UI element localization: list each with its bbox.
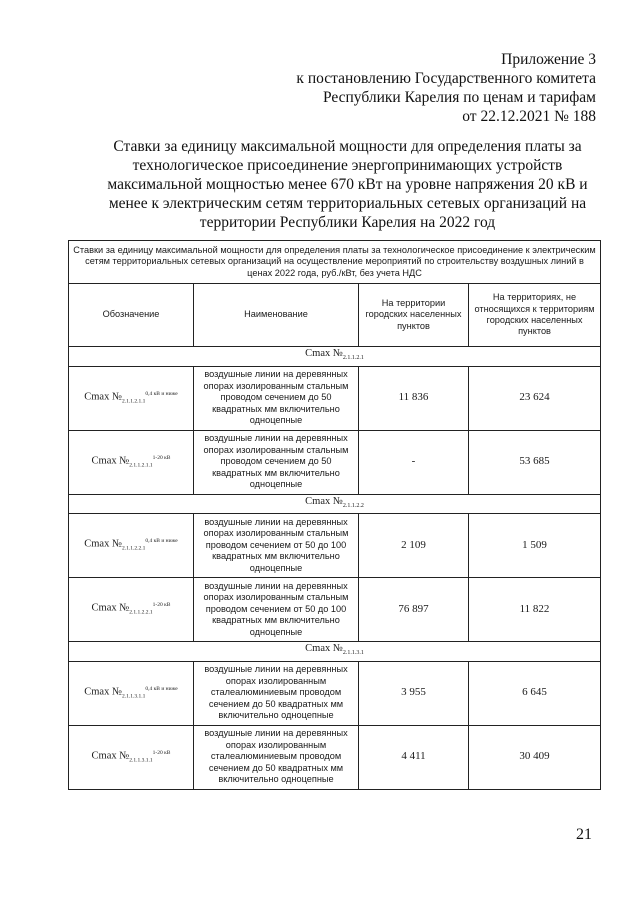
rural-rate-cell: 23 624 <box>469 366 601 430</box>
name-cell: воздушные линии на деревянных опорах изолированным сталеалюминиевым проводом сечением до 50 квадратных мм включительно одноцепные <box>194 661 359 725</box>
designation-cell <box>69 430 194 494</box>
designation-main: Cmax № <box>84 686 122 697</box>
document-title: Ставки за единицу максимальной мощности для определения платы за технологическое присоединение энергопринимающих устройств максимальной мощностью менее 670 кВт на уровне напряжения 20 кВ и менее к электрическим сетям территориальных сетевых организаций на территории Республики Карелия на 2022 год <box>107 138 588 231</box>
appendix-line-2: к постановлению Государственного комитета <box>296 70 596 87</box>
name-cell: воздушные линии на деревянных опорах изолированным стальным проводом сечением до 50 квадратных мм включительно одноцепные <box>194 366 359 430</box>
table-caption: Ставки за единицу максимальной мощности для определения платы за технологическое присоединение к электрическим сетям территориальных сетевых организаций на осуществление мероприятий по строительству воздушных линий в ценах 2022 года, руб./кВт, без учета НДС <box>69 241 601 284</box>
rates-table <box>68 240 601 790</box>
designation-main: Cmax № <box>91 750 130 761</box>
designation-voltage: 0,4 кВ и ниже <box>145 538 178 544</box>
designation-main: Cmax № <box>84 391 122 402</box>
urban-rate-cell: 2 109 <box>359 514 469 578</box>
designation-index: 2.1.1.2.2.1 <box>129 609 153 616</box>
section-label-text: Cmax № <box>305 348 343 359</box>
appendix-line-3: Республики Карелия по ценам и тарифам <box>322 89 596 106</box>
designation-cell <box>69 578 194 642</box>
table-row <box>69 430 601 494</box>
designation-voltage: 0,4 кВ и ниже <box>145 390 178 397</box>
appendix-line-4: от 22.12.2021 № 188 <box>462 108 596 125</box>
designation-cell <box>69 514 194 578</box>
urban-rate-cell: - <box>359 430 469 494</box>
name-cell: воздушные линии на деревянных опорах изолированным сталеалюминиевым проводом сечением до 50 квадратных мм включительно одноцепные <box>194 725 359 789</box>
section-row <box>69 642 601 662</box>
designation-index: 2.1.1.2.1.1 <box>129 462 153 469</box>
section-label-text: Cmax № <box>305 643 343 654</box>
designation-index: 2.1.1.2.2.1 <box>122 545 146 552</box>
designation-cell <box>69 366 194 430</box>
rural-rate-cell: 1 509 <box>469 514 601 578</box>
designation-voltage: 1-20 кВ <box>152 602 171 608</box>
header-designation: Обозначение <box>69 284 194 347</box>
designation-main: Cmax № <box>91 602 130 614</box>
section-index: 2.1.1.3.1 <box>342 650 364 657</box>
designation-index: 2.1.1.3.1.1 <box>122 693 146 700</box>
urban-rate-cell: 76 897 <box>359 578 469 642</box>
header-name: Наименование <box>194 284 359 347</box>
section-row <box>69 494 601 514</box>
designation-index: 2.1.1.2.1.1 <box>122 398 146 405</box>
header-urban: На территории городских населенных пунктов <box>359 284 469 347</box>
designation-voltage: 1-20 кВ <box>152 749 171 756</box>
page-number: 21 <box>576 826 592 843</box>
designation-main: Cmax № <box>84 538 122 550</box>
table-row <box>69 661 601 725</box>
appendix-header <box>296 50 596 126</box>
urban-rate-cell: 4 411 <box>359 725 469 789</box>
designation-cell <box>69 725 194 789</box>
table-row <box>69 514 601 578</box>
section-label <box>69 347 601 367</box>
table-row <box>69 725 601 789</box>
table-row <box>69 578 601 642</box>
header-rural: На территориях, не относящихся к территориям городских населенных пунктов <box>469 284 601 347</box>
designation-main: Cmax № <box>91 455 130 466</box>
urban-rate-cell: 11 836 <box>359 366 469 430</box>
name-cell: воздушные линии на деревянных опорах изолированным стальным проводом сечением от 50 до 100 квадратных мм включительно одноцепные <box>194 514 359 578</box>
name-cell: воздушные линии на деревянных опорах изолированным стальным проводом сечением до 50 квадратных мм включительно одноцепные <box>194 430 359 494</box>
designation-voltage: 1-20 кВ <box>152 454 171 461</box>
section-label-text: Cmax № <box>305 495 343 507</box>
section-index: 2.1.1.2.2 <box>342 502 364 509</box>
rural-rate-cell: 6 645 <box>469 661 601 725</box>
rural-rate-cell: 30 409 <box>469 725 601 789</box>
appendix-line-1: Приложение 3 <box>501 51 596 68</box>
table-row <box>69 366 601 430</box>
section-index: 2.1.1.2.1 <box>342 355 364 362</box>
designation-index: 2.1.1.3.1.1 <box>129 757 153 764</box>
rural-rate-cell: 53 685 <box>469 430 601 494</box>
urban-rate-cell: 3 955 <box>359 661 469 725</box>
section-row <box>69 347 601 367</box>
section-label <box>69 642 601 662</box>
designation-voltage: 0,4 кВ и ниже <box>145 685 178 692</box>
designation-cell <box>69 661 194 725</box>
section-label <box>69 494 601 514</box>
name-cell: воздушные линии на деревянных опорах изолированным стальным проводом сечением от 50 до 100 квадратных мм включительно одноцепные <box>194 578 359 642</box>
rural-rate-cell: 11 822 <box>469 578 601 642</box>
